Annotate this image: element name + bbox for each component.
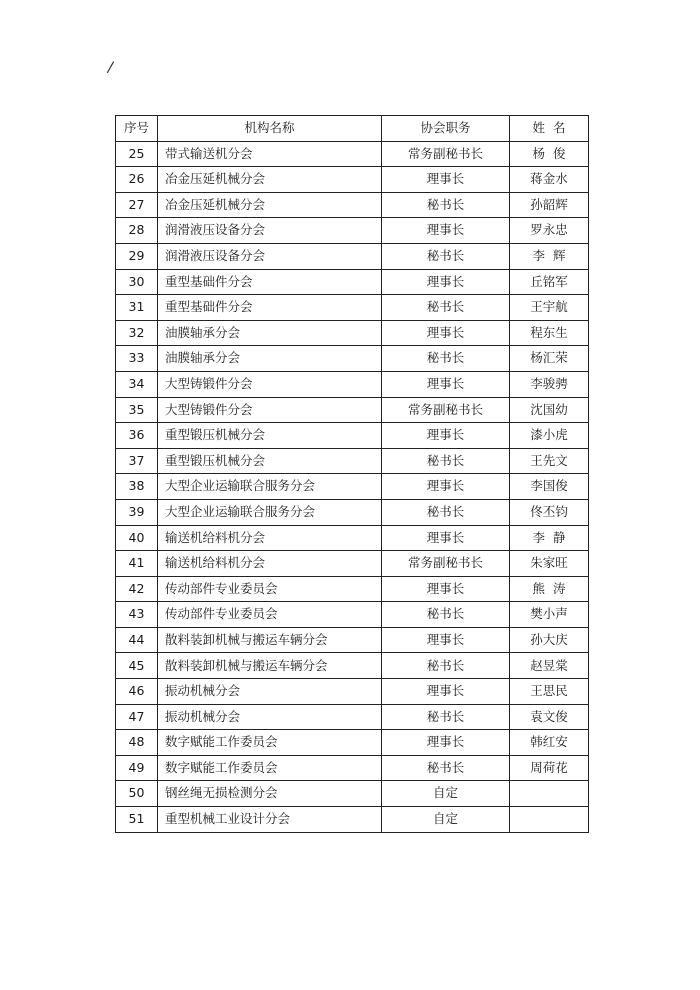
row-seq: 41 [116,551,158,577]
row-org: 输送机给料机分会 [158,525,382,551]
row-seq: 33 [116,346,158,372]
row-seq: 34 [116,371,158,397]
row-org: 大型铸锻件分会 [158,397,382,423]
table-row [116,192,589,218]
table-row [116,525,589,551]
table-row [116,704,589,730]
row-position: 秘书长 [382,192,510,218]
row-seq: 46 [116,679,158,705]
row-seq: 30 [116,269,158,295]
table-row [116,730,589,756]
row-name: 沈国幼 [510,397,589,423]
row-position: 常务副秘书长 [382,141,510,167]
row-position: 理事长 [382,525,510,551]
table-row [116,320,589,346]
row-position: 秘书长 [382,755,510,781]
row-name: 杨 俊 [510,141,589,167]
table-row [116,243,589,269]
row-seq: 38 [116,474,158,500]
row-position: 理事长 [382,167,510,193]
row-seq: 40 [116,525,158,551]
table-row [116,474,589,500]
row-org: 重型锻压机械分会 [158,448,382,474]
row-name: 孙大庆 [510,627,589,653]
row-name [510,781,589,807]
row-org: 重型基础件分会 [158,295,382,321]
row-org: 输送机给料机分会 [158,551,382,577]
row-seq: 31 [116,295,158,321]
row-position: 理事长 [382,320,510,346]
row-name: 朱家旺 [510,551,589,577]
table-row [116,602,589,628]
row-seq: 25 [116,141,158,167]
row-org: 传动部件专业委员会 [158,602,382,628]
table-row [116,269,589,295]
row-name: 程东生 [510,320,589,346]
row-name: 丘铭军 [510,269,589,295]
row-name: 杨汇荣 [510,346,589,372]
row-seq: 36 [116,423,158,449]
row-org: 散料装卸机械与搬运车辆分会 [158,627,382,653]
row-org: 大型企业运输联合服务分会 [158,499,382,525]
row-org: 传动部件专业委员会 [158,576,382,602]
table-row [116,653,589,679]
row-name: 李骏骋 [510,371,589,397]
table-row [116,781,589,807]
row-org: 散料装卸机械与搬运车辆分会 [158,653,382,679]
row-name: 李国俊 [510,474,589,500]
row-name: 熊 涛 [510,576,589,602]
row-seq: 42 [116,576,158,602]
row-position: 常务副秘书长 [382,551,510,577]
row-position: 理事长 [382,627,510,653]
row-seq: 28 [116,218,158,244]
row-org: 大型铸锻件分会 [158,371,382,397]
row-seq: 48 [116,730,158,756]
row-org: 重型锻压机械分会 [158,423,382,449]
row-position: 秘书长 [382,602,510,628]
row-seq: 50 [116,781,158,807]
row-org: 重型机械工业设计分会 [158,807,382,833]
roster-table [115,115,589,833]
row-org: 润滑液压设备分会 [158,218,382,244]
table-row [116,807,589,833]
table-row [116,346,589,372]
row-name: 孙韶辉 [510,192,589,218]
row-name: 李 静 [510,525,589,551]
row-position: 理事长 [382,269,510,295]
row-position: 秘书长 [382,704,510,730]
row-seq: 39 [116,499,158,525]
row-name: 蒋金水 [510,167,589,193]
table-row [116,448,589,474]
row-org: 带式输送机分会 [158,141,382,167]
row-position: 常务副秘书长 [382,397,510,423]
table-row [116,167,589,193]
row-position: 理事长 [382,371,510,397]
row-name: 韩红安 [510,730,589,756]
row-seq: 45 [116,653,158,679]
row-seq: 27 [116,192,158,218]
row-seq: 47 [116,704,158,730]
header-seq: 序号 [116,116,158,142]
row-org: 重型基础件分会 [158,269,382,295]
header-name: 姓 名 [510,116,589,142]
table-row [116,679,589,705]
row-name: 樊小声 [510,602,589,628]
row-position: 自定 [382,781,510,807]
header-org: 机构名称 [158,116,382,142]
row-position: 秘书长 [382,295,510,321]
table-row [116,371,589,397]
row-position: 理事长 [382,576,510,602]
row-org: 振动机械分会 [158,704,382,730]
row-name: 王先文 [510,448,589,474]
row-position: 秘书长 [382,243,510,269]
row-name: 袁文俊 [510,704,589,730]
row-seq: 32 [116,320,158,346]
table-row [116,295,589,321]
header-row [116,116,589,142]
row-name: 王宇航 [510,295,589,321]
row-position: 秘书长 [382,499,510,525]
row-org: 油膜轴承分会 [158,320,382,346]
row-org: 钢丝绳无损检测分会 [158,781,382,807]
row-name: 周荷花 [510,755,589,781]
row-seq: 35 [116,397,158,423]
row-org: 冶金压延机械分会 [158,167,382,193]
row-org: 数字赋能工作委员会 [158,730,382,756]
row-name: 佟丕钧 [510,499,589,525]
row-org: 大型企业运输联合服务分会 [158,474,382,500]
row-name: 赵昱棠 [510,653,589,679]
row-org: 振动机械分会 [158,679,382,705]
table-row [116,499,589,525]
row-org: 润滑液压设备分会 [158,243,382,269]
corner-pen-mark: / [106,57,115,77]
row-seq: 37 [116,448,158,474]
row-seq: 51 [116,807,158,833]
row-position: 理事长 [382,218,510,244]
row-position: 理事长 [382,474,510,500]
row-seq: 26 [116,167,158,193]
row-position: 秘书长 [382,346,510,372]
row-name: 王思民 [510,679,589,705]
row-position: 自定 [382,807,510,833]
row-position: 理事长 [382,730,510,756]
row-org: 油膜轴承分会 [158,346,382,372]
table-row [116,576,589,602]
row-seq: 49 [116,755,158,781]
row-seq: 29 [116,243,158,269]
row-seq: 43 [116,602,158,628]
row-position: 理事长 [382,423,510,449]
row-position: 秘书长 [382,653,510,679]
row-position: 理事长 [382,679,510,705]
row-position: 秘书长 [382,448,510,474]
row-name: 漆小虎 [510,423,589,449]
row-name [510,807,589,833]
table-row [116,423,589,449]
table-row [116,218,589,244]
table-row [116,397,589,423]
table-row [116,141,589,167]
row-org: 冶金压延机械分会 [158,192,382,218]
table-row [116,755,589,781]
row-name: 李 辉 [510,243,589,269]
table-row [116,551,589,577]
row-org: 数字赋能工作委员会 [158,755,382,781]
table-row [116,627,589,653]
header-position: 协会职务 [382,116,510,142]
row-name: 罗永忠 [510,218,589,244]
row-seq: 44 [116,627,158,653]
